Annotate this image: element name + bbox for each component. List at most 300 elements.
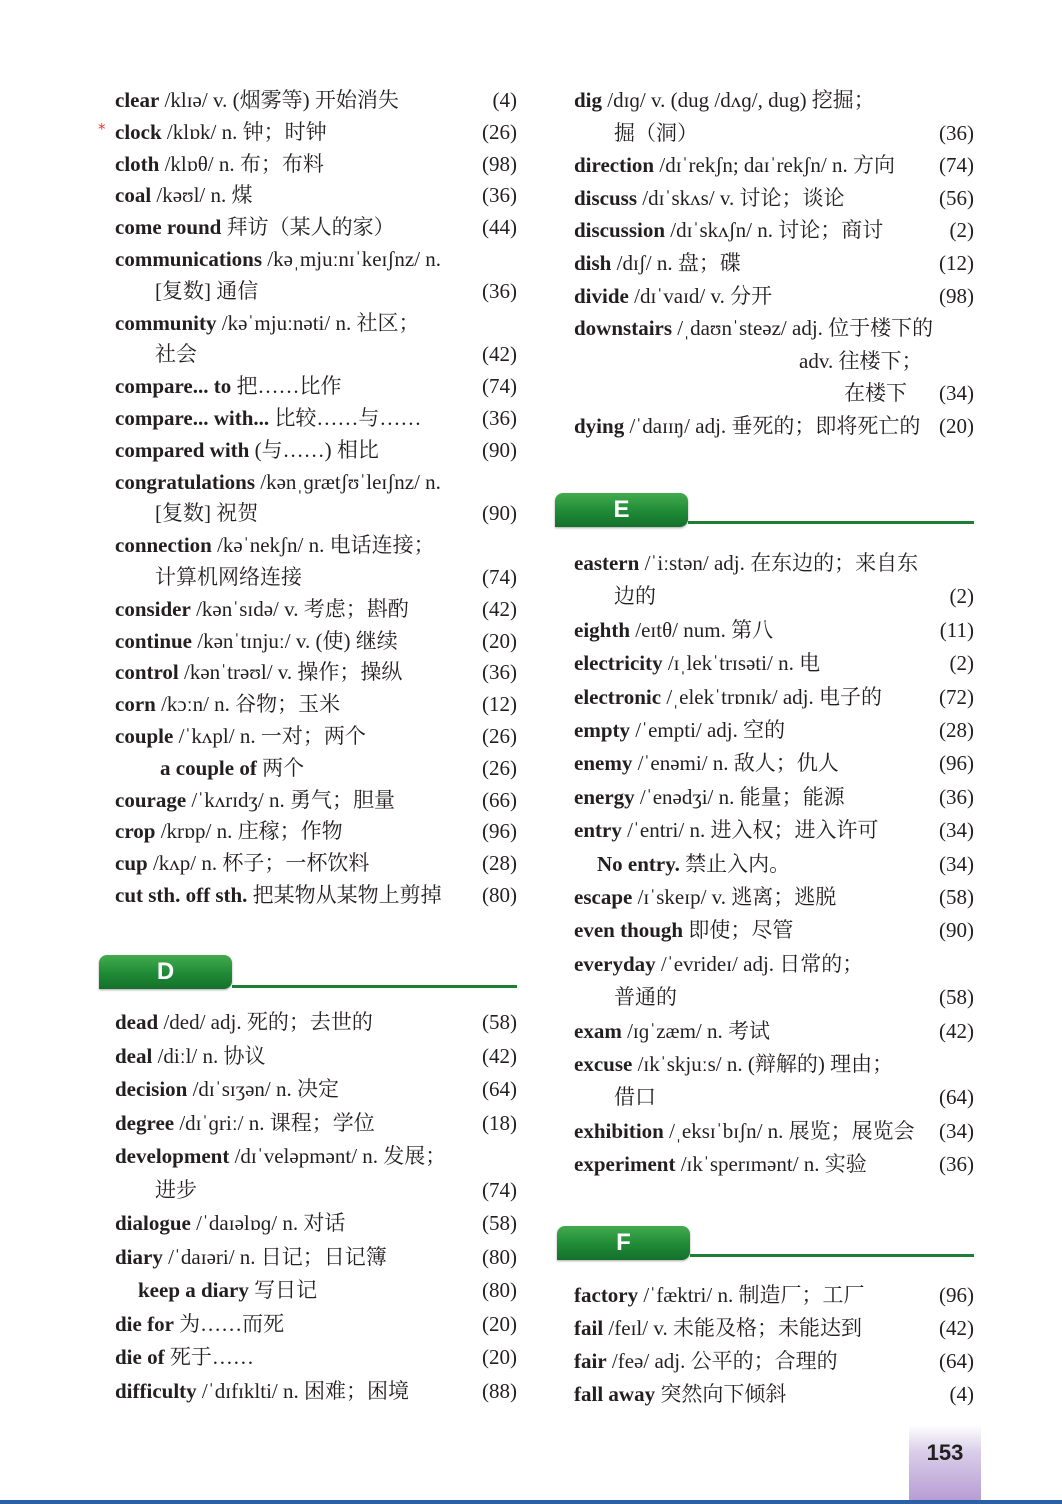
glossary-entry xyxy=(115,275,517,307)
page-reference: (36) xyxy=(478,179,517,211)
definition: /ded/ adj. 死的；去世的 xyxy=(158,1010,373,1034)
entry-text xyxy=(115,84,517,116)
headword: dig xyxy=(574,88,603,112)
page-number: 153 xyxy=(926,1440,964,1465)
definition: 为……而死 xyxy=(173,1311,285,1336)
entry-text xyxy=(115,243,517,275)
headword: cloth xyxy=(115,151,160,176)
entry-text xyxy=(115,1006,517,1038)
page-reference: (74) xyxy=(478,561,517,593)
headword: clock xyxy=(115,119,162,144)
entry-text xyxy=(115,370,517,402)
glossary-entry xyxy=(115,1241,517,1273)
entry-text xyxy=(574,614,974,646)
entry-text xyxy=(574,182,974,214)
definition: 把……比作 xyxy=(231,374,342,399)
glossary-entry xyxy=(574,117,974,149)
entry-text xyxy=(574,1015,974,1047)
glossary-entry xyxy=(574,1081,974,1113)
entry-text xyxy=(115,815,517,847)
page-reference: (74) xyxy=(478,1174,517,1206)
entry-text xyxy=(574,647,974,679)
glossary-entry xyxy=(574,614,974,646)
glossary-entry xyxy=(574,547,974,579)
page-reference: (42) xyxy=(478,593,517,625)
entry-text xyxy=(574,948,974,980)
headword: escape xyxy=(574,885,633,909)
entry-text xyxy=(115,1073,517,1105)
headword: No entry. xyxy=(597,851,680,876)
definition: /ɪˌlekˈtrɪsəti/ n. 电 xyxy=(662,651,821,676)
glossary-entry xyxy=(115,847,517,879)
definition: 把某物从某物上剪掉 xyxy=(247,883,442,907)
entry-text xyxy=(155,338,517,370)
entry-text xyxy=(115,847,517,879)
glossary-entry xyxy=(574,84,974,116)
definition: /ˌdaʊnˈsteəz/ adj. 位于楼下的 xyxy=(672,316,934,341)
glossary-entry xyxy=(115,1040,517,1072)
headword: a couple of xyxy=(160,755,257,780)
entry-text xyxy=(574,714,974,746)
page-reference: (96) xyxy=(935,1279,974,1311)
page-reference: (4) xyxy=(946,1378,975,1410)
entry-text xyxy=(597,848,974,880)
glossary-entry xyxy=(115,1006,517,1038)
glossary-entry xyxy=(574,981,974,1013)
page-reference: (34) xyxy=(935,814,974,846)
headword: compared with xyxy=(115,437,250,462)
entry-text xyxy=(574,1048,974,1080)
headword: diary xyxy=(115,1244,163,1269)
entry-text xyxy=(115,1308,517,1340)
glossary-entry xyxy=(574,948,974,980)
headword: coal xyxy=(115,183,152,208)
definition: /ɪkˈsperɪmənt/ n. 实验 xyxy=(675,1152,867,1177)
entry-text xyxy=(115,1140,517,1172)
page-reference: (26) xyxy=(478,116,517,148)
definition: /ˈentri/ n. 进入权；进入许可 xyxy=(621,818,879,843)
glossary-entry xyxy=(574,1048,974,1080)
headword: exam xyxy=(574,1018,622,1043)
glossary-entry xyxy=(115,1375,517,1407)
page-reference: (66) xyxy=(478,784,517,816)
glossary-entry xyxy=(574,1345,974,1377)
page-reference: (90) xyxy=(478,434,517,466)
headword: connection xyxy=(115,533,212,558)
page-reference: (88) xyxy=(478,1375,517,1407)
definition: /ˈfæktri/ n. 制造厂；工厂 xyxy=(638,1283,865,1307)
definition: 进步 xyxy=(155,1177,197,1202)
page-reference: (74) xyxy=(935,149,974,181)
entry-text xyxy=(115,466,517,498)
entry-text xyxy=(574,410,974,442)
headword: cup xyxy=(115,851,148,876)
headword: compare... to xyxy=(115,374,232,399)
definition: 禁止入内。 xyxy=(679,851,791,876)
glossary-entry xyxy=(574,410,974,442)
glossary-entry xyxy=(115,656,517,688)
glossary-entry xyxy=(574,1015,974,1047)
glossary-entry xyxy=(115,752,517,784)
entry-text xyxy=(614,1081,974,1113)
entry-text xyxy=(115,179,517,211)
page-reference: (42) xyxy=(478,338,517,370)
entry-text xyxy=(574,1345,974,1377)
glossary-entry xyxy=(115,1341,517,1373)
entry-text xyxy=(574,280,974,312)
entry-text xyxy=(115,148,517,180)
section-tab-d xyxy=(99,955,232,989)
glossary-entry xyxy=(574,247,974,279)
page-reference: (56) xyxy=(935,182,974,214)
entry-text xyxy=(115,656,517,688)
definition: /ˈdaɪəri/ n. 日记；日记簿 xyxy=(162,1244,387,1269)
page-reference: (36) xyxy=(935,1148,974,1180)
page-reference: (20) xyxy=(478,1341,517,1373)
page-reference: (36) xyxy=(935,117,974,149)
page-reference: (36) xyxy=(478,402,517,434)
page-reference: (96) xyxy=(478,815,517,847)
definition: /kəʊl/ n. 煤 xyxy=(151,183,253,208)
entry-text xyxy=(115,434,517,466)
glossary-entry xyxy=(115,243,517,275)
page-reference: (80) xyxy=(478,879,517,911)
entry-text xyxy=(574,1279,974,1311)
headword: die for xyxy=(115,1311,174,1336)
headword: community xyxy=(115,310,217,335)
definition: /eɪtθ/ num. 第八 xyxy=(630,617,774,642)
definition: /klɒθ/ n. 布；布料 xyxy=(159,151,324,176)
glossary-entry xyxy=(115,402,517,434)
definition: /kənˈtrəʊl/ v. 操作；操纵 xyxy=(178,660,403,685)
glossary-entry xyxy=(115,1207,517,1239)
headword: consider xyxy=(115,596,191,621)
headword: electronic xyxy=(574,684,662,709)
page-reference: (12) xyxy=(478,688,517,720)
headword: dish xyxy=(574,251,612,275)
glossary-entry xyxy=(574,647,974,679)
entry-text xyxy=(115,402,517,434)
glossary-entry xyxy=(115,84,517,116)
glossary-entry xyxy=(574,1115,974,1147)
page-reference: (80) xyxy=(478,1241,517,1273)
page-reference: (34) xyxy=(935,377,974,409)
glossary-entry xyxy=(574,214,974,246)
page-reference: (58) xyxy=(935,981,974,1013)
definition: 突然向下倾斜 xyxy=(655,1381,787,1406)
page-reference: (42) xyxy=(935,1015,974,1047)
entry-text xyxy=(614,117,974,149)
headword: fair xyxy=(574,1348,607,1373)
page-reference: (98) xyxy=(935,280,974,312)
definition: adv. 往楼下； xyxy=(799,348,923,373)
definition: /dɪʃ/ n. 盘；碟 xyxy=(611,251,741,275)
glossary-entry xyxy=(115,1174,517,1206)
page-reference: (20) xyxy=(478,1308,517,1340)
glossary-entry xyxy=(115,338,517,370)
section-rule-f xyxy=(690,1254,974,1257)
headword: continue xyxy=(115,628,193,653)
glossary-entry xyxy=(115,815,517,847)
headword: excuse xyxy=(574,1052,633,1076)
glossary-entry xyxy=(115,593,517,625)
entry-text xyxy=(115,529,517,561)
page-reference: (18) xyxy=(478,1107,517,1139)
definition: /ˈkʌrɪdʒ/ n. 勇气；胆量 xyxy=(186,787,395,812)
entry-text xyxy=(115,116,517,148)
page-reference: (90) xyxy=(935,914,974,946)
headword: empty xyxy=(574,718,630,742)
headword: congratulations xyxy=(115,469,256,494)
page-reference: (90) xyxy=(478,497,517,529)
page-number-box xyxy=(909,1425,981,1504)
headword: crop xyxy=(115,819,156,844)
headword: eastern xyxy=(574,551,640,575)
definition: 死于…… xyxy=(164,1345,254,1369)
headword: difficulty xyxy=(115,1378,197,1403)
definition: [复数] 通信 xyxy=(155,278,259,303)
page-reference: (80) xyxy=(478,1274,517,1306)
entry-text xyxy=(574,747,974,779)
definition: /kəˌmjuːnɪˈkeɪʃnz/ n. xyxy=(262,247,442,271)
headword: discuss xyxy=(574,185,638,210)
headword: entry xyxy=(574,818,622,843)
definition: /kənˈtɪnjuː/ v. (使) 继续 xyxy=(192,628,398,653)
headword: experiment xyxy=(574,1152,676,1177)
entry-text xyxy=(115,784,517,816)
glossary-entry xyxy=(115,561,517,593)
page-reference: (64) xyxy=(935,1345,974,1377)
headword: clear xyxy=(115,88,160,112)
headword: keep a diary xyxy=(138,1278,249,1302)
section-rule-d xyxy=(232,985,517,988)
entry-text xyxy=(115,1207,517,1239)
headword: fail xyxy=(574,1315,604,1340)
glossary-entry xyxy=(115,466,517,498)
page-reference: (58) xyxy=(935,881,974,913)
section-tab-f xyxy=(557,1226,690,1260)
definition: /ɪɡˈzæm/ n. 考试 xyxy=(621,1018,770,1043)
glossary-entry xyxy=(574,747,974,779)
definition: /feɪl/ v. 未能及格；未能达到 xyxy=(603,1315,862,1340)
entry-text xyxy=(155,275,517,307)
glossary-entry xyxy=(574,914,974,946)
headword: energy xyxy=(574,784,635,809)
glossary-entry xyxy=(115,784,517,816)
headword: decision xyxy=(115,1077,188,1101)
page-reference: (20) xyxy=(478,625,517,657)
headword: discussion xyxy=(574,218,666,243)
entry-text xyxy=(115,593,517,625)
page-reference: (36) xyxy=(935,781,974,813)
entry-text xyxy=(115,1341,517,1373)
entry-text xyxy=(155,561,517,593)
glossary-entry xyxy=(574,1378,974,1410)
definition: /ˈenədʒi/ n. 能量；能源 xyxy=(634,784,845,809)
entry-text xyxy=(115,211,517,243)
definition: 边的 xyxy=(614,584,656,609)
headword: communications xyxy=(115,247,262,271)
glossary-entry xyxy=(574,714,974,746)
entry-text xyxy=(115,1040,517,1072)
headword: control xyxy=(115,660,179,685)
page-reference: (42) xyxy=(478,1040,517,1072)
headword: dialogue xyxy=(115,1211,191,1235)
definition: /kənˌɡrætʃʊˈleɪʃnz/ n. xyxy=(255,469,441,494)
glossary-entry xyxy=(574,1312,974,1344)
definition: 比较……与…… xyxy=(269,406,422,430)
page-reference: (72) xyxy=(935,681,974,713)
glossary-entry xyxy=(574,312,974,344)
page-reference: (28) xyxy=(935,714,974,746)
glossary-entry xyxy=(115,434,517,466)
entry-text xyxy=(574,84,974,116)
definition: /dɪˈrekʃn; daɪˈrekʃn/ n. 方向 xyxy=(654,153,895,178)
page-reference: (42) xyxy=(935,1312,974,1344)
definition: /dɪˈɡriː/ n. 课程；学位 xyxy=(174,1110,375,1135)
definition: 普通的 xyxy=(614,985,677,1010)
definition: /klɪə/ v. (烟雾等) 开始消失 xyxy=(159,88,399,112)
definition: /kəˈnekʃn/ n. 电话连接； xyxy=(211,533,435,558)
entry-text xyxy=(574,214,974,246)
page-reference: (58) xyxy=(478,1006,517,1038)
glossary-entry xyxy=(115,1274,517,1306)
definition: 拜访（某人的家） xyxy=(221,215,395,240)
entry-text xyxy=(614,580,974,612)
definition: /ˈiːstən/ adj. 在东边的；来自东 xyxy=(639,551,919,575)
entry-text xyxy=(574,681,974,713)
definition: /klɒk/ n. 钟；时钟 xyxy=(161,119,327,144)
page-reference: (2) xyxy=(946,647,975,679)
glossary-entry xyxy=(115,720,517,752)
definition: /ˈenəmi/ n. 敌人；仇人 xyxy=(632,751,839,776)
definition: [复数] 祝贺 xyxy=(155,501,259,526)
entry-text xyxy=(115,1375,517,1407)
page-reference: (12) xyxy=(935,247,974,279)
headword: come round xyxy=(115,215,222,240)
entry-text xyxy=(574,914,974,946)
headword: direction xyxy=(574,153,655,178)
page-reference: (36) xyxy=(478,656,517,688)
definition: /ˈempti/ adj. 空的 xyxy=(630,718,786,742)
definition: /ˈkʌpl/ n. 一对；两个 xyxy=(173,724,366,748)
definition: 计算机网络连接 xyxy=(155,565,302,589)
headword: degree xyxy=(115,1110,175,1135)
entry-text xyxy=(574,547,974,579)
glossary-entry xyxy=(574,149,974,181)
definition: /kɔːn/ n. 谷物；玉米 xyxy=(155,692,341,717)
headword: deal xyxy=(115,1043,153,1068)
headword: enemy xyxy=(574,751,633,776)
definition: /kəˈmjuːnəti/ n. 社区； xyxy=(216,310,420,335)
page-reference: (96) xyxy=(935,747,974,779)
definition: /ˌeksɪˈbɪʃn/ n. 展览；展览会 xyxy=(663,1118,915,1143)
definition: /ˈdaɪɪŋ/ adj. 垂死的；即将死亡的 xyxy=(624,414,921,438)
glossary-entry xyxy=(115,1073,517,1105)
glossary-entry xyxy=(115,625,517,657)
entry-text xyxy=(138,1274,517,1306)
glossary-entry xyxy=(115,688,517,720)
definition: /ɪkˈskjuːs/ n. (辩解的) 理由； xyxy=(632,1052,894,1076)
definition: 即使；尽管 xyxy=(683,918,794,943)
bottom-border xyxy=(0,1500,1062,1504)
definition: /dɪˈveləpmənt/ n. 发展； xyxy=(229,1144,447,1168)
entry-text xyxy=(574,1312,974,1344)
glossary-entry xyxy=(115,370,517,402)
glossary-entry xyxy=(115,1107,517,1139)
entry-text xyxy=(574,1378,974,1410)
asterisk-mark: * xyxy=(98,119,106,138)
definition: /dɪˈskʌs/ v. 讨论；谈论 xyxy=(637,185,845,210)
section-tab-label: F xyxy=(616,1229,631,1256)
definition: /kənˈsɪdə/ v. 考虑；斟酌 xyxy=(190,596,409,621)
entry-text xyxy=(155,497,517,529)
definition: 借口 xyxy=(614,1085,656,1110)
glossary-entry xyxy=(574,1279,974,1311)
page-reference: (34) xyxy=(935,848,974,880)
page-reference: (74) xyxy=(478,370,517,402)
page-reference: (64) xyxy=(478,1073,517,1105)
definition: 在楼下 xyxy=(844,381,907,406)
glossary-entry xyxy=(574,377,974,409)
entry-text xyxy=(574,781,974,813)
glossary-entry xyxy=(574,280,974,312)
headword: corn xyxy=(115,692,156,717)
headword: eighth xyxy=(574,617,631,642)
entry-text xyxy=(115,1107,517,1139)
definition: 两个 xyxy=(256,755,305,780)
definition: /diːl/ n. 协议 xyxy=(152,1043,266,1068)
entry-text xyxy=(160,752,517,784)
headword: dead xyxy=(115,1010,159,1034)
page-reference: (2) xyxy=(946,214,975,246)
entry-text xyxy=(574,247,974,279)
entry-text xyxy=(155,1174,517,1206)
entry-text xyxy=(574,1115,974,1147)
section-tab-label: E xyxy=(613,496,630,523)
definition: /ˈdaɪəlɒɡ/ n. 对话 xyxy=(190,1211,346,1235)
page-reference: (28) xyxy=(478,847,517,879)
section-tab-e xyxy=(555,493,688,527)
glossary-entry xyxy=(574,681,974,713)
page-reference: (26) xyxy=(478,720,517,752)
headword: electricity xyxy=(574,651,663,676)
entry-text xyxy=(115,879,517,911)
entry-text xyxy=(115,688,517,720)
entry-text xyxy=(574,1148,974,1180)
page-reference: (44) xyxy=(478,211,517,243)
section-rule-e xyxy=(688,521,974,524)
definition: /kʌp/ n. 杯子；一杯饮料 xyxy=(147,851,370,876)
glossary-entry xyxy=(115,1140,517,1172)
entry-text xyxy=(799,345,974,377)
entry-text xyxy=(574,149,974,181)
headword: couple xyxy=(115,724,174,748)
headword: courage xyxy=(115,787,187,812)
entry-text xyxy=(115,1241,517,1273)
glossary-entry xyxy=(115,148,517,180)
definition: /krɒp/ n. 庄稼；作物 xyxy=(155,819,343,844)
definition: /ɪˈskeɪp/ v. 逃离；逃脱 xyxy=(632,885,837,909)
headword: factory xyxy=(574,1283,639,1307)
page-reference: (64) xyxy=(935,1081,974,1113)
page-reference: (26) xyxy=(478,752,517,784)
glossary-entry xyxy=(574,580,974,612)
entry-text xyxy=(614,981,974,1013)
headword: downstairs xyxy=(574,316,673,341)
entry-text xyxy=(115,307,517,339)
entry-text xyxy=(574,881,974,913)
